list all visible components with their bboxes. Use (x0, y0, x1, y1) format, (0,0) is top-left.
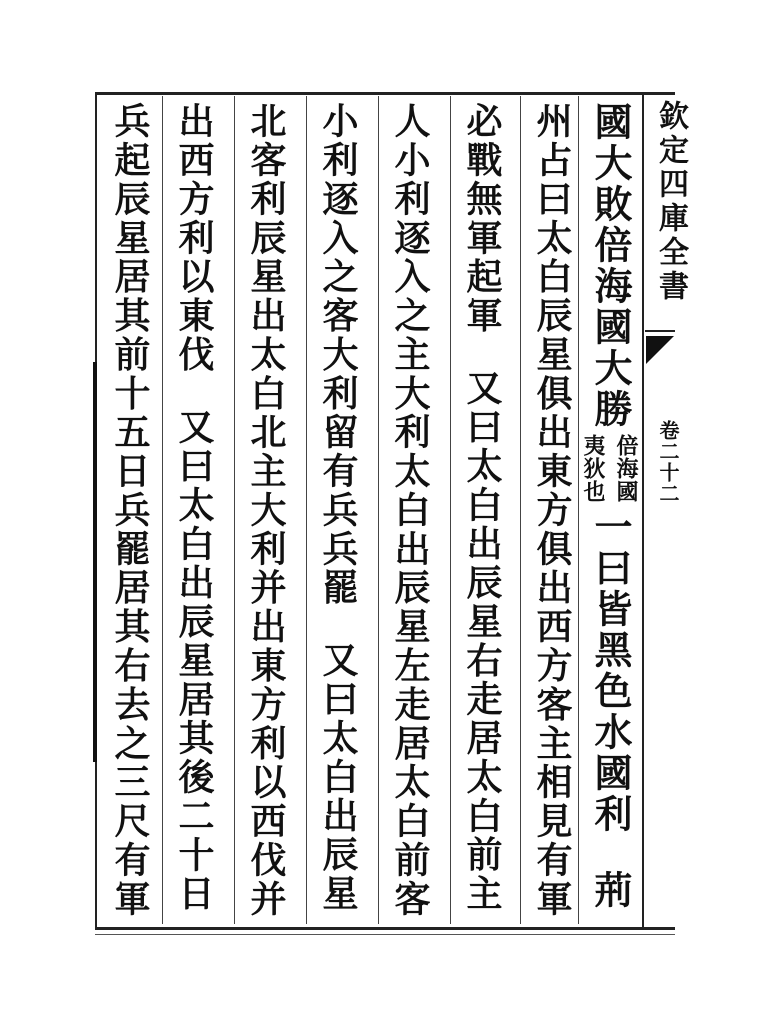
text-column-8 (100, 102, 160, 918)
frame-right-rule (642, 92, 644, 930)
text-column-4 (380, 102, 440, 918)
frame-bottom-inner-rule (95, 934, 675, 935)
text-column-6 (236, 102, 296, 918)
text-column-3 (452, 102, 512, 914)
column-text: 兵起辰星居其前十五日兵罷居其右去之三尺有軍 (109, 102, 151, 919)
margin-rule (645, 330, 675, 332)
column-text: 又曰太白出辰星居其後二十日 (173, 408, 215, 914)
column-divider (162, 96, 163, 924)
frame-left-thick-rule (93, 362, 97, 762)
column-divider (378, 96, 379, 924)
margin-title: 欽定四庫全書 (653, 100, 688, 304)
column-text: 人小利逐入之主大利太白出辰星左走居太白前客 (389, 102, 431, 919)
text-column-7 (164, 102, 224, 914)
column-divider (234, 96, 235, 924)
column-text: 又曰太白出辰星 (317, 641, 359, 914)
column-text: 小利逐入之客大利留有兵兵罷 (317, 102, 359, 608)
frame-top-rule (95, 92, 675, 95)
interlinear-note (578, 434, 642, 503)
column-text: 荊 (588, 869, 633, 911)
note-line: 夷狄也 (580, 434, 606, 504)
frame-bottom-rule (95, 927, 675, 930)
column-text: 國大敗倍海國大勝 (588, 102, 633, 431)
juan-number: 卷二十二 (656, 420, 680, 504)
column-text: 必戰無軍起軍 (461, 102, 503, 336)
column-text: 北客利辰星出太白北主大利并出東方利以西伐并 (245, 102, 287, 919)
fish-tail-mark (646, 336, 674, 364)
text-column-5 (308, 102, 368, 914)
column-divider (520, 96, 521, 924)
column-divider (450, 96, 451, 924)
column-text: 州占曰太白辰星俱出東方俱出西方客主相見有軍 (531, 102, 573, 919)
text-column-1 (580, 102, 640, 911)
note-line: 倍海國 (613, 434, 639, 504)
column-text: 出西方利以東伐 (173, 102, 215, 375)
text-column-2 (522, 102, 582, 918)
column-text: 又曰太白出辰星右走居太白前主 (461, 369, 503, 914)
column-text: 一曰皆黑色水國利 (588, 507, 633, 836)
column-divider (306, 96, 307, 924)
